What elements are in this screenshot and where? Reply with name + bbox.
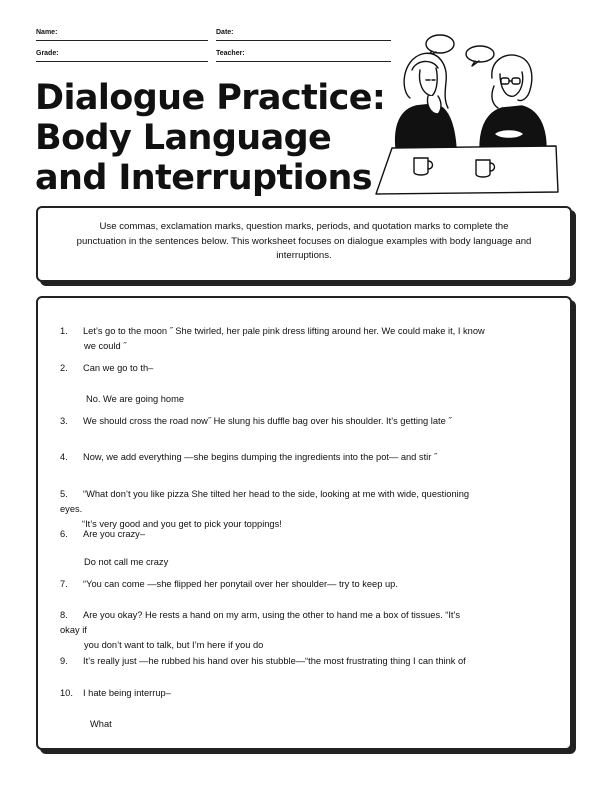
item-1-continuation: we could ˝ [84, 341, 127, 351]
title-line-3: and Interruptions [35, 158, 372, 198]
date-label: Date: [216, 29, 234, 36]
item-text: It’s really just —he rubbed his hand over his stubble—“the most frustrating thing I can think of [83, 656, 466, 666]
name-label: Name: [36, 29, 58, 36]
exercise-item-10 [60, 686, 171, 701]
item-8-continuation-2: you don’t want to talk, but I’m here if you do [84, 640, 264, 650]
item-2-continuation: No. We are going home [86, 394, 185, 404]
item-number: 5. [60, 489, 68, 499]
exercise-item-1 [60, 324, 485, 339]
exercise-box [36, 296, 572, 750]
item-number: 10. [60, 688, 73, 698]
title-line-2: Body Language [35, 118, 332, 158]
item-number: 4. [60, 452, 68, 462]
item-8-continuation: okay if [60, 625, 87, 635]
name-field[interactable] [36, 30, 208, 41]
grade-label: Grade: [36, 50, 59, 57]
item-text: Can we go to th– [83, 363, 154, 373]
date-field[interactable] [216, 30, 391, 41]
teacher-label: Teacher: [216, 50, 245, 57]
item-5-continuation: eyes. [60, 504, 83, 514]
exercise-item-4 [60, 450, 437, 465]
item-text: Let’s go to the moon ˝ She twirled, her pale pink dress lifting around her. We could make it, I know [83, 326, 485, 336]
item-text: I hate being interrup– [83, 688, 171, 698]
item-number: 7. [60, 579, 68, 589]
two-people-talking-illustration [372, 30, 568, 198]
instructions-box [36, 206, 572, 282]
exercise-item-7 [60, 577, 398, 592]
item-text: We should cross the road now˝ He slung his duffle bag over his shoulder. It’s getting late ˝ [83, 416, 452, 426]
item-number: 1. [60, 326, 68, 336]
item-10-continuation: What [90, 719, 112, 729]
exercise-item-3 [60, 414, 451, 429]
item-number: 2. [60, 363, 68, 373]
title-line-1: Dialogue Practice: [35, 78, 386, 118]
item-number: 6. [60, 529, 68, 539]
exercise-item-6 [60, 527, 145, 542]
exercise-item-8 [60, 608, 460, 623]
worksheet-title [35, 78, 395, 198]
item-5-continuation-2: “It’s very good and you get to pick your toppings! [82, 519, 282, 529]
item-number: 9. [60, 656, 68, 666]
item-text: Are you crazy– [83, 529, 146, 539]
teacher-field[interactable] [216, 51, 391, 62]
item-number: 3. [60, 416, 68, 426]
item-text: Now, we add everything —she begins dumping the ingredients into the pot— and stir ˝ [83, 452, 438, 462]
grade-field[interactable] [36, 51, 208, 62]
exercise-item-9 [60, 654, 466, 669]
instructions-text: Use commas, exclamation marks, question marks, periods, and quotation marks to complete the punctuation in the sentences below. This worksheet focuses on dialogue examples with body language and interruptions. [76, 221, 532, 261]
exercise-item-2 [60, 361, 153, 376]
item-text: “What don’t you like pizza She tilted her head to the side, looking at me with wide, questioning [83, 489, 470, 499]
exercise-item-5 [60, 487, 469, 502]
item-text: Are you okay? He rests a hand on my arm, using the other to hand me a box of tissues. “It’s [83, 610, 461, 620]
item-text: “You can come —she flipped her ponytail over her shoulder— try to keep up. [83, 579, 398, 589]
item-6-continuation: Do not call me crazy [84, 557, 169, 567]
item-number: 8. [60, 610, 68, 620]
